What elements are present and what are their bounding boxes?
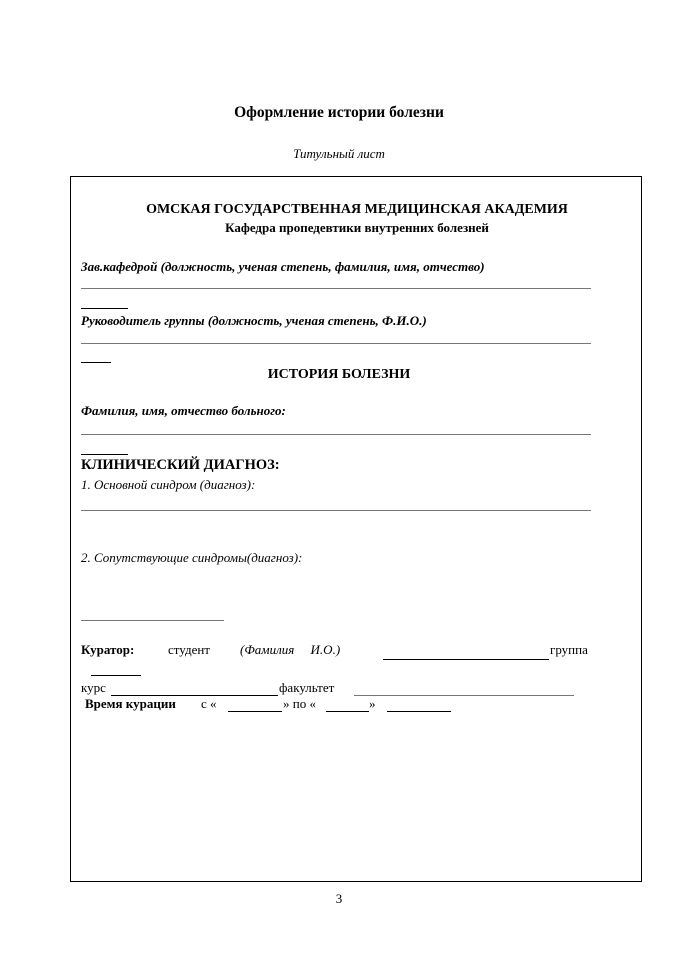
- curation-mid-text: » по «: [283, 696, 316, 711]
- curation-end-text: »: [369, 696, 376, 711]
- head-of-department-line: [81, 288, 591, 289]
- group-leader-line-tail: [81, 362, 111, 363]
- course-label: курс: [81, 680, 106, 695]
- concomitant-syndromes-label: 2. Сопутствующие синдромы(диагноз):: [81, 550, 303, 565]
- curator-label: Куратор:: [81, 642, 135, 657]
- curation-year-line: [387, 711, 451, 712]
- student-name-line: [383, 659, 549, 660]
- patient-name-line-tail: [81, 454, 128, 455]
- main-syndrome-label: 1. Основной синдром (диагноз):: [81, 477, 256, 492]
- head-of-department-label: Зав.кафедрой (должность, ученая степень, фамилия, имя, отчество): [81, 259, 485, 274]
- concomitant-syndromes-line: [81, 620, 224, 621]
- head-of-department-line-tail: [81, 308, 128, 309]
- title-sheet-frame: [70, 176, 642, 882]
- case-history-title: ИСТОРИЯ БОЛЕЗНИ: [267, 367, 411, 382]
- faculty-line: [354, 695, 574, 696]
- academy-name: ОМСКАЯ ГОСУДАРСТВЕННАЯ МЕДИЦИНСКАЯ АКАДЕМИЯ: [146, 202, 568, 217]
- curation-time-label: Время курации: [85, 696, 176, 711]
- page-number: 3: [335, 891, 343, 906]
- group-label: группа: [550, 642, 588, 657]
- group-leader-label: Руководитель группы (должность, ученая степень, Ф.И.О.): [81, 313, 427, 328]
- patient-name-label: Фамилия, имя, отчество больного:: [81, 403, 286, 418]
- patient-name-line: [81, 434, 591, 435]
- student-label: студент: [168, 642, 210, 657]
- curation-start-line: [228, 711, 282, 712]
- curation-from-text: с «: [201, 696, 217, 711]
- group-leader-line: [81, 343, 591, 344]
- clinical-diagnosis-label: КЛИНИЧЕСКИЙ ДИАГНОЗ:: [81, 457, 280, 473]
- group-line: [91, 675, 141, 676]
- student-name-hint: (Фамилия И.О.): [240, 642, 341, 657]
- department-name: Кафедра пропедевтики внутренних болезней: [225, 220, 489, 235]
- page-heading: Оформление истории болезни: [234, 104, 444, 121]
- main-syndrome-line: [81, 510, 591, 511]
- curation-end-line: [326, 711, 369, 712]
- page-subheading: Титульный лист: [293, 146, 385, 161]
- faculty-label: факультет: [279, 680, 335, 695]
